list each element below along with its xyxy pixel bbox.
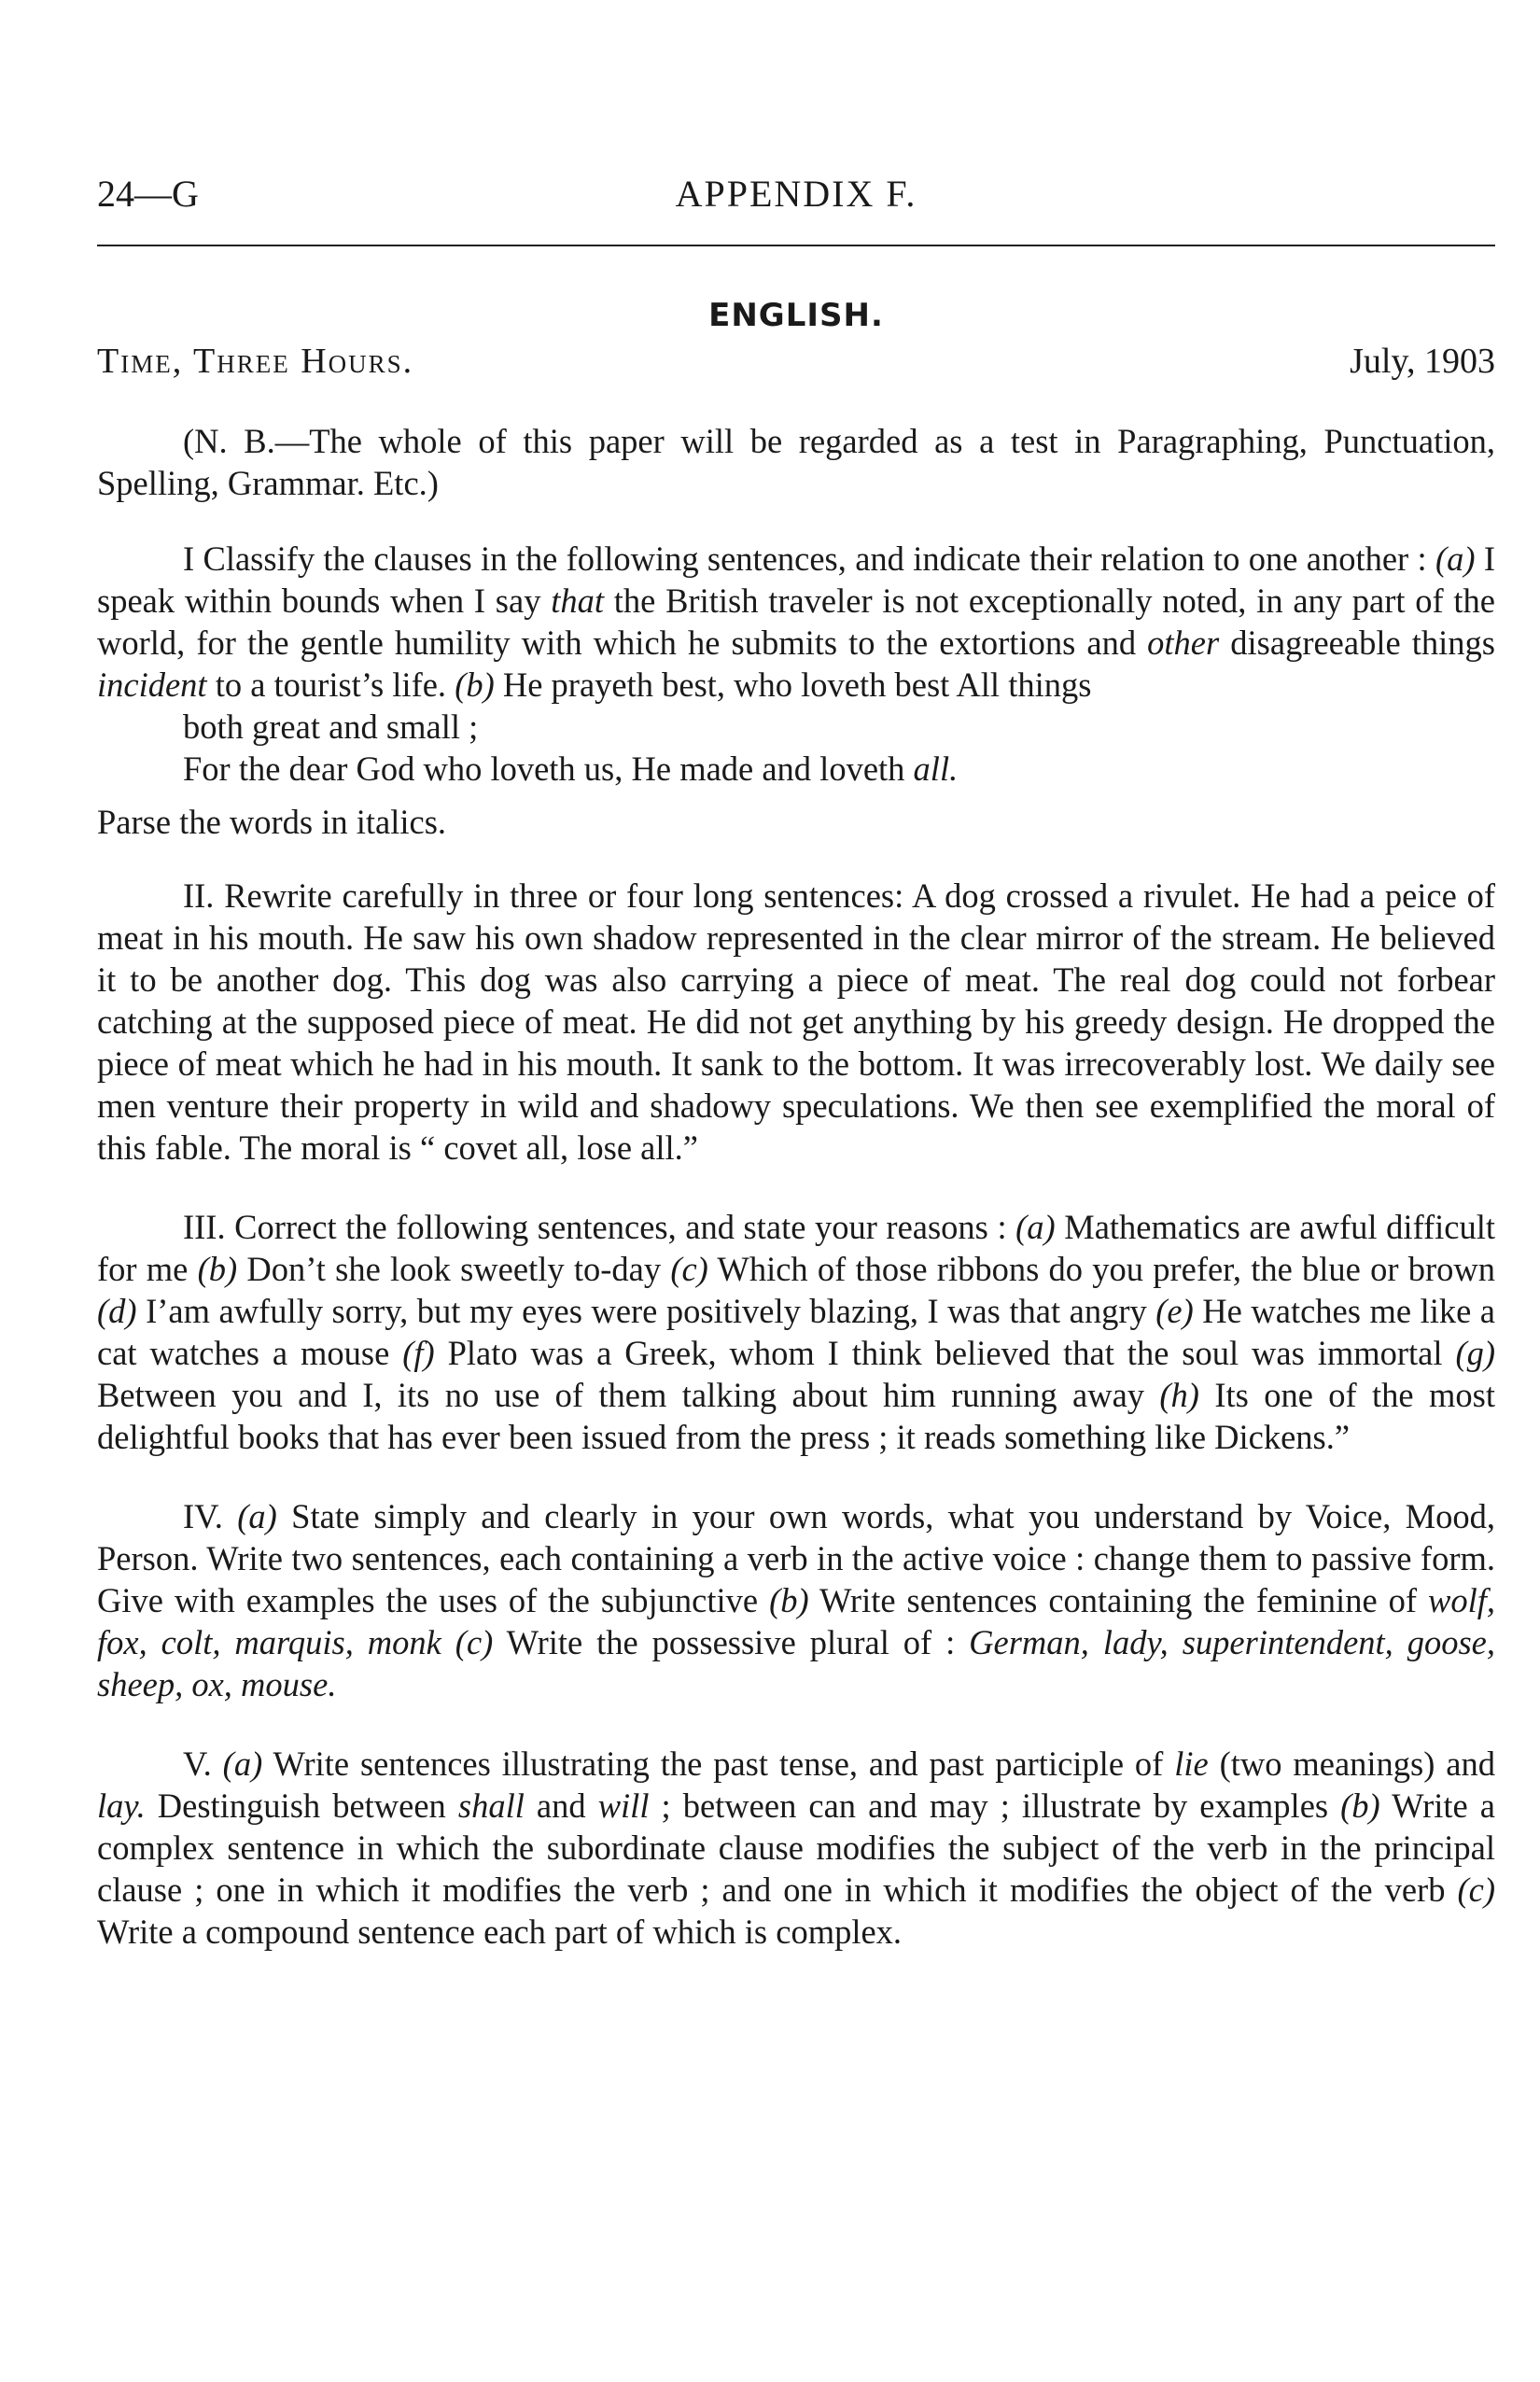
q4-part-marker: (b): [769, 1581, 809, 1619]
exam-page: [97, 0, 1495, 2382]
q1-text: the British traveler is not exceptionally noted, in any part of the world, for the gentle humility with which he submits to the extortions and: [97, 581, 1495, 662]
q3-part-marker: (a): [1015, 1208, 1056, 1246]
q4-text: Write the possessive plural of :: [493, 1623, 970, 1661]
q5-text: Write a compound sentence each part of which is complex.: [97, 1913, 903, 1951]
parse-instruction: Parse the words in italics.: [97, 803, 447, 841]
q5-text: Write a complex sentence in which the subordinate clause modifies the subject of the verb in the principal clause ; one in which it modifies the verb ; and one in which it modifies the object of the verb: [97, 1786, 1495, 1909]
q5-text: Destinguish between: [145, 1786, 458, 1825]
q3-text: Which of those ribbons do you prefer, the blue or brown: [707, 1250, 1496, 1288]
verse-text: For the dear God who loveth us, He made and loveth: [183, 750, 914, 788]
page-number: 24—G: [97, 173, 199, 215]
q1-italic-word: other: [1147, 624, 1220, 662]
q3-part-marker: (c): [670, 1250, 708, 1288]
q3-part-marker: (h): [1159, 1376, 1199, 1414]
q3-part-marker: (d): [97, 1292, 137, 1330]
question-2: II. Rewrite carefully in three or four long sentences: A dog crossed a rivulet. He had a peice of meat in his mouth. He saw his own shadow represented in the clear mirror of the stream. He believed it to be another dog. This dog was also carrying a piece of meat. The real dog could not forbear catching at the supposed piece of meat. He did not get anything by his greedy design. He dropped the piece of meat which he had in his mouth. It sank to the bottom. It was irrecoverably lost. We daily see men venture their property in wild and shadowy speculations. We then see exemplified the moral of this fable. The moral is “ covet all, lose all.”: [97, 876, 1495, 1167]
q1-text: disagreeable things: [1219, 624, 1495, 662]
quoted-verse-line-2: [183, 748, 1495, 790]
q5-part-marker: (c): [1457, 1871, 1495, 1909]
q1-text: I speak within bounds when I say: [97, 539, 1495, 620]
q4-italic-words: wolf, fox, colt, marquis, monk: [97, 1581, 1495, 1661]
q4-text: IV.: [183, 1497, 238, 1535]
q3-part-marker: (b): [197, 1250, 238, 1288]
q3-part-marker: (f): [402, 1334, 435, 1372]
q3-text: I’am awfully sorry, but my eyes were positively blazing, I was that angry: [136, 1292, 1156, 1330]
q1-text: to a tourist’s life.: [206, 666, 455, 704]
q3-text: Between you and I, its no use of them talking about him running away: [97, 1376, 1160, 1414]
q4-part-marker: (c): [455, 1623, 494, 1661]
question-4: [97, 1495, 1495, 1705]
q1-italic-word: all.: [913, 750, 959, 788]
q5-text: (two meanings) and: [1208, 1744, 1495, 1783]
q5-text: V.: [183, 1744, 223, 1783]
q3-text: He watches me like a cat watches a mouse: [97, 1292, 1496, 1372]
q1-italic-word: that: [551, 581, 604, 620]
q4-text: State simply and clearly in your own words, what you understand by Voice, Mood, Person. Write two sentences, each containing a verb in the active voice : change them to passive form. Give with examples the uses of the subjunctive: [97, 1497, 1496, 1619]
q1-text: I Classify the clauses in the following sentences, and indicate their relation to one another :: [183, 539, 1435, 578]
q3-text: Its one of the most delightful books that has ever been issued from the press ; it reads something like Dickens.”: [97, 1376, 1495, 1456]
q4-part-marker: (a): [237, 1497, 277, 1535]
q1-italic-word: incident: [97, 666, 207, 704]
q1-part-b-marker: (b): [455, 666, 495, 704]
quoted-verse-line-1: both great and small ;: [183, 708, 479, 746]
q4-text: Write sentences containing the feminine of: [808, 1581, 1428, 1619]
q1-part-a-marker: (a): [1435, 539, 1476, 578]
exam-date: July, 1903: [1350, 342, 1495, 381]
q5-italic-word: lay.: [97, 1786, 146, 1825]
exam-time: Time, Three Hours.: [97, 342, 414, 381]
exam-title: ENGLISH.: [708, 297, 884, 334]
q3-text: III. Correct the following sentences, and state your reasons :: [183, 1208, 1016, 1246]
question-3: [97, 1206, 1495, 1458]
question-5: [97, 1743, 1495, 1953]
header-rule: [97, 245, 1495, 246]
running-title: APPENDIX F.: [675, 173, 917, 215]
q5-text: Write sentences illustrating the past tense, and past participle of: [262, 1744, 1175, 1783]
q5-text: ; between can and may ; illustrate by examples: [649, 1786, 1341, 1825]
q3-text: Mathematics are awful difficult for me: [97, 1208, 1495, 1288]
q4-text: [441, 1623, 455, 1661]
exam-body: [97, 420, 1495, 1973]
q5-part-marker: (a): [222, 1744, 263, 1783]
q5-italic-word: lie: [1174, 1744, 1209, 1783]
q5-italic-word: will: [597, 1786, 650, 1825]
q3-part-marker: (e): [1155, 1292, 1194, 1330]
q5-text: and: [524, 1786, 598, 1825]
running-head: [97, 168, 1495, 220]
q5-part-marker: (b): [1340, 1786, 1380, 1825]
q3-text: Don’t she look sweetly to-day: [237, 1250, 671, 1288]
question-1: [97, 538, 1495, 706]
q4-italic-words: German, lady, superintendent, goose, sheep, ox, mouse.: [97, 1623, 1495, 1703]
q5-italic-word: shall: [457, 1786, 525, 1825]
q1-text: He prayeth best, who loveth best All things: [494, 666, 1092, 704]
q3-part-marker: (g): [1455, 1334, 1495, 1372]
instruction-note: (N. B.—The whole of this paper will be regarded as a test in Paragraphing, Punctuation, Spelling, Grammar. Etc.): [97, 422, 1495, 502]
q3-text: Plato was a Greek, whom I think believed that the soul was immortal: [434, 1334, 1456, 1372]
